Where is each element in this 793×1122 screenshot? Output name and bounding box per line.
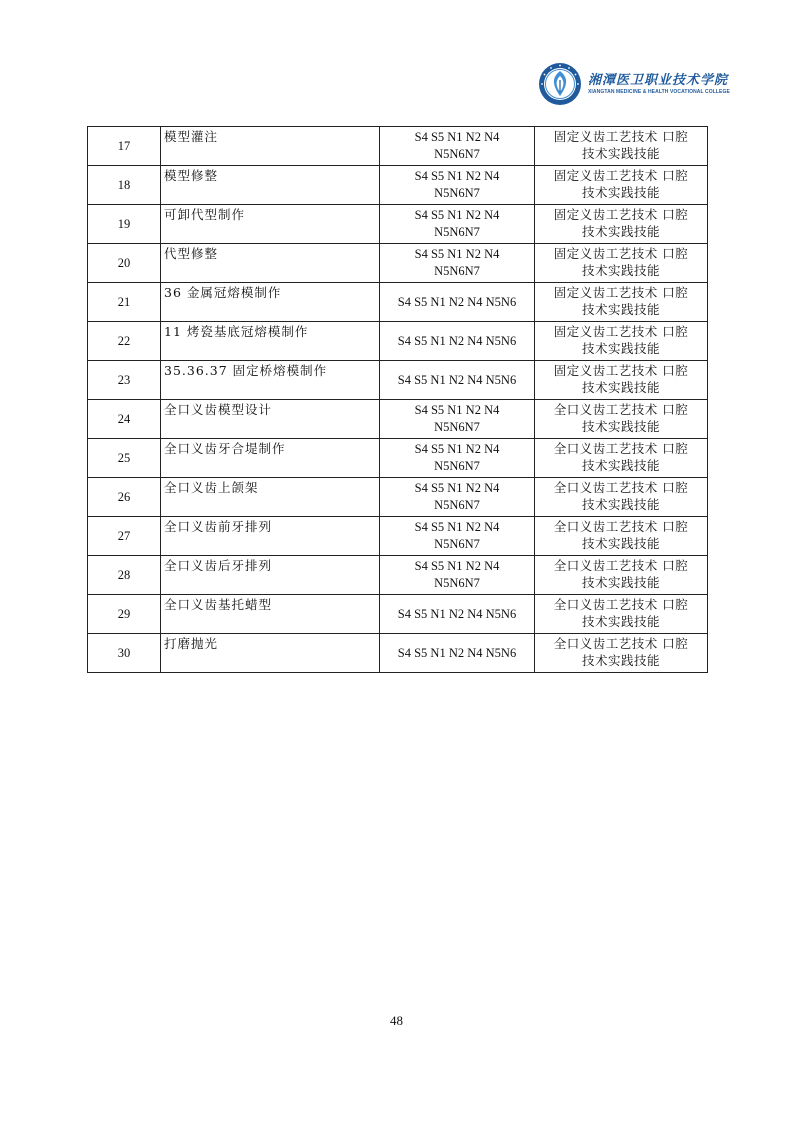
competency-code-cell (380, 439, 535, 478)
course-line: 固定义齿工艺技术 口腔 (553, 246, 689, 261)
competency-code-line: S4 S5 N1 N2 N4 N5N6 (397, 645, 517, 660)
row-number-cell: 20 (88, 244, 161, 283)
course-line: 固定义齿工艺技术 口腔 (553, 363, 689, 378)
competency-code-cell (380, 478, 535, 517)
table-row (88, 595, 708, 634)
competency-code-line: S4 S5 N1 N2 N4 (414, 520, 500, 534)
course-line: 全口义齿工艺技术 口腔 (553, 558, 689, 573)
course-cell (535, 205, 708, 244)
table-row (88, 361, 708, 400)
course-line: 固定义齿工艺技术 口腔 (553, 129, 689, 144)
table-row (88, 205, 708, 244)
competency-code-line: N5N6N7 (434, 147, 480, 161)
task-name-cell: 代型修整 (161, 244, 380, 283)
competency-code-line: S4 S5 N1 N2 N4 N5N6 (397, 372, 517, 387)
row-number-cell: 24 (88, 400, 161, 439)
course-cell (535, 322, 708, 361)
competency-code-line: S4 S5 N1 N2 N4 N5N6 (397, 606, 517, 621)
row-number-cell: 26 (88, 478, 161, 517)
table-row (88, 556, 708, 595)
competency-code-line: S4 S5 N1 N2 N4 (414, 247, 500, 261)
course-line: 技术实践技能 (581, 146, 660, 161)
row-number-cell: 30 (88, 634, 161, 673)
table-row (88, 439, 708, 478)
table-row (88, 322, 708, 361)
table-row (88, 478, 708, 517)
course-cell (535, 439, 708, 478)
course-cell (535, 244, 708, 283)
row-number-cell: 22 (88, 322, 161, 361)
competency-code-cell (380, 634, 535, 673)
task-name-cell: 全口义齿牙合堤制作 (161, 439, 380, 478)
course-cell (535, 127, 708, 166)
course-line: 技术实践技能 (581, 419, 660, 434)
table-row (88, 400, 708, 439)
course-line: 技术实践技能 (581, 575, 660, 590)
task-name-cell: 全口义齿上颌架 (161, 478, 380, 517)
table-row (88, 166, 708, 205)
college-name-en: XIANGTAN MEDICINE & HEALTH VOCATIONAL COLLEGE (588, 88, 730, 95)
college-name-cn: 湘潭医卫职业技术学院 (588, 72, 729, 88)
course-line: 技术实践技能 (581, 458, 660, 473)
course-cell (535, 361, 708, 400)
task-name-cell: 模型灌注 (161, 127, 380, 166)
competency-code-line: S4 S5 N1 N2 N4 (414, 169, 500, 183)
competency-code-line: S4 S5 N1 N2 N4 (414, 559, 500, 573)
course-line: 全口义齿工艺技术 口腔 (553, 480, 689, 495)
table-row (88, 127, 708, 166)
course-line: 固定义齿工艺技术 口腔 (553, 285, 689, 300)
course-line: 固定义齿工艺技术 口腔 (553, 207, 689, 222)
competency-code-line: S4 S5 N1 N2 N4 (414, 442, 500, 456)
course-cell (535, 595, 708, 634)
task-name-cell: 全口义齿前牙排列 (161, 517, 380, 556)
competency-code-line: N5N6N7 (434, 498, 480, 512)
row-number-cell: 18 (88, 166, 161, 205)
competency-code-cell (380, 556, 535, 595)
competency-code-cell (380, 595, 535, 634)
competency-code-line: S4 S5 N1 N2 N4 (414, 208, 500, 222)
competency-code-cell (380, 322, 535, 361)
course-cell (535, 556, 708, 595)
page-number: 48 (390, 1013, 403, 1028)
competency-code-line: N5N6N7 (434, 459, 480, 473)
course-line: 全口义齿工艺技术 口腔 (553, 597, 689, 612)
course-cell (535, 634, 708, 673)
competency-code-cell (380, 166, 535, 205)
task-name-cell: 35.36.37 固定桥熔模制作 (161, 361, 380, 400)
course-line: 技术实践技能 (581, 536, 660, 551)
course-table (87, 126, 708, 673)
table-row (88, 634, 708, 673)
row-number-cell: 25 (88, 439, 161, 478)
table-row (88, 283, 708, 322)
course-line: 全口义齿工艺技术 口腔 (553, 441, 689, 456)
competency-code-cell (380, 244, 535, 283)
task-name-cell: 全口义齿模型设计 (161, 400, 380, 439)
competency-code-line: N5N6N7 (434, 420, 480, 434)
course-line: 技术实践技能 (581, 653, 660, 668)
course-cell (535, 517, 708, 556)
college-seal-icon (538, 62, 582, 106)
table-row (88, 517, 708, 556)
course-cell (535, 283, 708, 322)
row-number-cell: 21 (88, 283, 161, 322)
course-cell (535, 400, 708, 439)
course-line: 技术实践技能 (581, 224, 660, 239)
row-number-cell: 19 (88, 205, 161, 244)
course-table-body (88, 127, 708, 673)
competency-code-cell (380, 517, 535, 556)
task-name-cell: 全口义齿后牙排列 (161, 556, 380, 595)
course-line: 技术实践技能 (581, 341, 660, 356)
competency-code-cell (380, 400, 535, 439)
task-name-cell: 可卸代型制作 (161, 205, 380, 244)
competency-code-line: S4 S5 N1 N2 N4 (414, 481, 500, 495)
competency-code-line: N5N6N7 (434, 225, 480, 239)
task-name-cell: 11 烤瓷基底冠熔模制作 (161, 322, 380, 361)
college-logo (538, 62, 730, 106)
task-name-cell: 36 金属冠熔模制作 (161, 283, 380, 322)
course-line: 技术实践技能 (581, 263, 660, 278)
competency-code-line: S4 S5 N1 N2 N4 (414, 130, 500, 144)
task-name-cell: 打磨抛光 (161, 634, 380, 673)
competency-code-cell (380, 205, 535, 244)
competency-code-cell (380, 283, 535, 322)
task-name-cell: 模型修整 (161, 166, 380, 205)
course-line: 技术实践技能 (581, 614, 660, 629)
course-line: 技术实践技能 (581, 497, 660, 512)
course-line: 固定义齿工艺技术 口腔 (553, 324, 689, 339)
competency-code-line: N5N6N7 (434, 576, 480, 590)
competency-code-line: S4 S5 N1 N2 N4 N5N6 (397, 333, 517, 348)
row-number-cell: 28 (88, 556, 161, 595)
row-number-cell: 23 (88, 361, 161, 400)
competency-code-line: N5N6N7 (434, 264, 480, 278)
competency-code-cell (380, 127, 535, 166)
course-line: 固定义齿工艺技术 口腔 (553, 168, 689, 183)
course-line: 技术实践技能 (581, 380, 660, 395)
row-number-cell: 27 (88, 517, 161, 556)
competency-code-line: S4 S5 N1 N2 N4 N5N6 (397, 294, 517, 309)
course-line: 技术实践技能 (581, 302, 660, 317)
course-line: 全口义齿工艺技术 口腔 (553, 519, 689, 534)
row-number-cell: 29 (88, 595, 161, 634)
course-line: 全口义齿工艺技术 口腔 (553, 636, 689, 651)
task-name-cell: 全口义齿基托蜡型 (161, 595, 380, 634)
course-line: 技术实践技能 (581, 185, 660, 200)
course-line: 全口义齿工艺技术 口腔 (553, 402, 689, 417)
college-name-block (588, 73, 730, 96)
course-cell (535, 166, 708, 205)
table-row (88, 244, 708, 283)
competency-code-line: S4 S5 N1 N2 N4 (414, 403, 500, 417)
row-number-cell: 17 (88, 127, 161, 166)
competency-code-line: N5N6N7 (434, 537, 480, 551)
competency-code-cell (380, 361, 535, 400)
course-cell (535, 478, 708, 517)
competency-code-line: N5N6N7 (434, 186, 480, 200)
